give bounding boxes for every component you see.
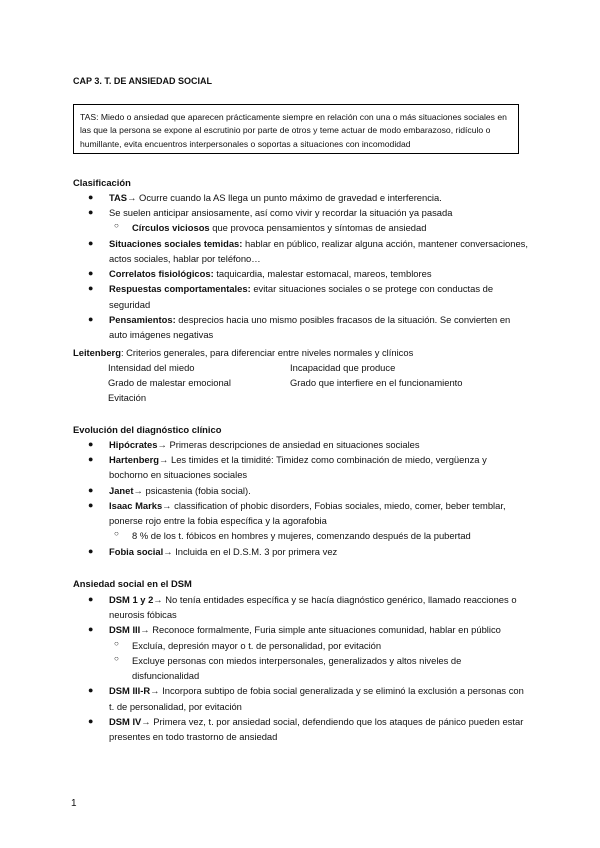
criterion: Incapacidad que produce	[290, 362, 396, 373]
leitenberg-line: Leitenberg: Criterios generales, para diferenciar entre niveles normales y clínicos	[73, 347, 414, 358]
list-item: ● Pensamientos: desprecios hacia uno mismo posibles fracasos de la situación. Se convierten en auto imágenes negativas	[88, 313, 511, 341]
clasificacion-list	[88, 190, 528, 342]
criterion: Grado que interfiere en el funcionamiento	[290, 377, 463, 389]
section-heading-dsm: Ansiedad social en el DSM	[73, 578, 192, 589]
list-item: ● Isaac Marks→ classification of phobic disorders, Fobias sociales, miedo, comer, beber temblar, ponerse rojo entre la fobia específica y la agorafobia	[88, 499, 506, 527]
sub-list-item: ○ Excluye personas con miedos interpersonales, generalizados y altos niveles de disfuncionalidad	[114, 653, 462, 682]
list-item: ● Situaciones sociales temidas: hablar en público, realizar alguna acción, mantener conversaciones, actos sociales, hablar por teléfono…	[88, 237, 528, 264]
section-heading-clasificacion: Clasificación	[73, 177, 131, 188]
criterion: Intensidad del miedo	[108, 362, 195, 373]
list-item: ● TAS→ Ocurre cuando la AS llega un punto máximo de gravedad e interferencia.	[88, 192, 442, 203]
page-title: CAP 3. T. DE ANSIEDAD SOCIAL	[73, 76, 213, 86]
section-heading-evolucion: Evolución del diagnóstico clínico	[73, 424, 222, 435]
sub-list-item: ○ Excluía, depresión mayor o t. de personalidad, por evitación	[114, 638, 382, 651]
list-item: ● Respuestas comportamentales: evitar situaciones sociales o se protege con conductas de seguridad	[88, 283, 494, 310]
leitenberg-criteria	[108, 360, 528, 406]
list-item: ● Hipócrates→ Primeras descripciones de ansiedad en situaciones sociales	[88, 439, 420, 450]
list-item: ● Hartenberg→ Les timides et la timidité: Timidez como combinación de miedo, vergüenza y bochorno en situaciones sociales	[88, 454, 487, 481]
page-number: 1	[71, 798, 77, 809]
definition-box: TAS: Miedo o ansiedad que aparecen prácticamente siempre en relación con una o más situaciones sociales en las que la persona se expone al escrutinio por parte de otros y teme actuar de modo embarazoso, ridículo o humillante, evita encuentros interpersonales o soportas a situaciones con incomodidad	[73, 104, 519, 154]
list-item: ● Correlatos fisiológicos: taquicardia, malestar estomacal, mareos, temblores	[88, 268, 432, 280]
evolucion-list	[88, 437, 528, 559]
sub-list-item: ○ 8 % de los t. fóbicos en hombres y mujeres, comenzando después de la pubertad	[114, 529, 471, 542]
criterion: Evitación	[108, 392, 147, 404]
dsm-list	[88, 592, 528, 744]
criterion: Grado de malestar emocional	[108, 377, 231, 389]
list-item: ● Janet→ psicastenia (fobia social).	[88, 484, 251, 496]
sub-list-item: ○ Círculos viciosos que provoca pensamientos y síntomas de ansiedad	[114, 221, 427, 234]
list-item: ● DSM III-R→ Incorpora subtipo de fobia social generalizada y se eliminó la exclusión a personas con t. de personalidad, por evitación	[88, 685, 524, 712]
list-item: ● Fobia social→ Incluida en el D.S.M. 3 por primera vez	[88, 545, 338, 557]
list-item: ● DSM IV→ Primera vez, t. por ansiedad social, defendiendo que los ataques de pánico pueden estar presentes en todo trastorno de ansiedad	[88, 715, 524, 743]
list-item: ● Se suelen anticipar ansiosamente, así como vivir y recordar la situación ya pasada	[88, 207, 453, 219]
list-item: ● DSM 1 y 2→ No tenía entidades específica y se hacía diagnóstico genérico, llamado reacciones o neurosis fóbicas	[88, 594, 517, 621]
list-item: ● DSM III→ Reconoce formalmente, Furia simple ante situaciones comunidad, hablar en público	[88, 624, 501, 636]
